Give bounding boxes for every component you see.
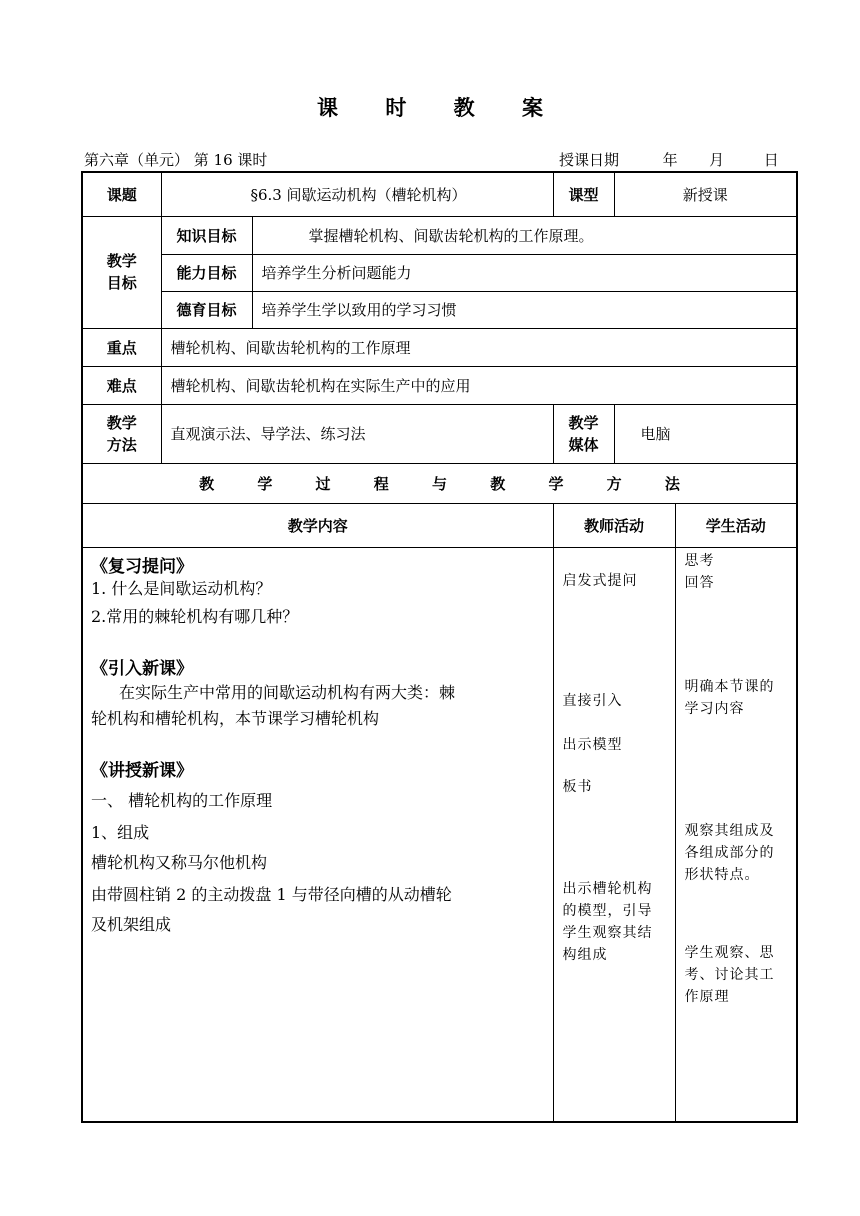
teacher-note-5b: 的模型，引导 <box>562 902 653 919</box>
topic-row <box>82 172 797 216</box>
ability-label: 能力目标 <box>161 254 252 291</box>
knowledge-row <box>82 216 797 254</box>
review-heading: 《复习提问》 <box>91 556 193 577</box>
intro-heading: 《引入新课》 <box>91 658 193 679</box>
intro-paragraph-1: 在实际生产中常用的间歇运动机构有两大类：棘 <box>119 682 456 702</box>
topic-label: 课题 <box>82 172 161 216</box>
student-note-3b: 各组成部分的 <box>684 844 775 861</box>
content-line-3: 及机架组成 <box>91 914 172 934</box>
teacher-note-4: 板书 <box>562 778 593 795</box>
col-content-header: 教学内容 <box>82 503 553 547</box>
method-row <box>82 404 797 463</box>
ability-row <box>82 254 797 291</box>
moral-value: 培养学生学以致用的学习习惯 <box>252 291 797 328</box>
difficulty-value: 槽轮机构、间歇齿轮机构在实际生产中的应用 <box>161 366 797 404</box>
date-info <box>559 149 779 170</box>
student-note-3a: 观察其组成及 <box>684 822 775 839</box>
date-label: 授课日期 <box>559 151 620 169</box>
chapter-info: 第六章（单元） 第 16 课时 <box>84 151 268 169</box>
student-activity-cell <box>675 547 797 1122</box>
moral-label: 德育目标 <box>161 291 252 328</box>
teacher-note-5a: 出示槽轮机构 <box>562 880 653 897</box>
subsection-1-title: 1、组成 <box>91 822 150 842</box>
moral-row <box>82 291 797 328</box>
objectives-label: 教学目标 <box>82 216 161 328</box>
lesson-plan-table <box>81 171 798 1123</box>
teacher-note-1: 启发式提问 <box>562 572 638 589</box>
page-title: 课 时 教 案 <box>317 95 563 120</box>
review-question-1: 1. 什么是间歇运动机构？ <box>91 578 272 598</box>
key-point-value: 槽轮机构、间歇齿轮机构的工作原理 <box>161 328 797 366</box>
method-label: 教学方法 <box>82 404 161 463</box>
student-note-1b: 回答 <box>684 574 715 591</box>
method-value: 直观演示法、导学法、练习法 <box>161 404 553 463</box>
teacher-activity-cell <box>553 547 675 1122</box>
teacher-note-3: 出示模型 <box>562 736 623 753</box>
date-day: 日 <box>763 151 779 169</box>
content-line-2: 由带圆柱销 2 的主动拨盘 1 与带径向槽的从动槽轮 <box>91 884 452 904</box>
date-year: 年 <box>662 151 678 169</box>
process-banner-row <box>82 463 797 503</box>
media-label: 教学媒体 <box>553 404 614 463</box>
student-note-4c: 作原理 <box>684 988 730 1005</box>
content-line-1: 槽轮机构又称马尔他机构 <box>91 852 268 872</box>
student-note-4a: 学生观察、思 <box>684 944 775 961</box>
key-point-row <box>82 328 797 366</box>
type-label: 课型 <box>553 172 614 216</box>
media-value: 电脑 <box>614 404 797 463</box>
teacher-note-5c: 学生观察其结 <box>562 924 653 941</box>
student-note-2b: 学习内容 <box>684 700 745 717</box>
process-body-row <box>82 547 797 1122</box>
topic-value: §6.3 间歇运动机构（槽轮机构） <box>161 172 553 216</box>
knowledge-value: 掌握槽轮机构、间歇齿轮机构的工作原理。 <box>252 216 797 254</box>
ability-value: 培养学生分析问题能力 <box>252 254 797 291</box>
col-student-header: 学生活动 <box>675 503 797 547</box>
student-note-4b: 考、讨论其工 <box>684 966 775 983</box>
student-note-1a: 思考 <box>684 552 715 569</box>
teacher-note-2: 直接引入 <box>562 692 623 709</box>
student-note-3c: 形状特点。 <box>684 866 760 883</box>
column-header-row <box>82 503 797 547</box>
type-value: 新授课 <box>614 172 797 216</box>
difficulty-row <box>82 366 797 404</box>
date-month: 月 <box>709 151 725 169</box>
difficulty-label: 难点 <box>82 366 161 404</box>
process-banner: 教 学 过 程 与 教 学 方 法 <box>82 463 797 503</box>
review-question-2: 2.常用的棘轮机构有哪几种？ <box>91 606 299 626</box>
intro-paragraph-2: 轮机构和槽轮机构，本节课学习槽轮机构 <box>91 708 380 728</box>
section-1-title: 一、 槽轮机构的工作原理 <box>91 790 273 810</box>
knowledge-label: 知识目标 <box>161 216 252 254</box>
teacher-note-5d: 构组成 <box>562 946 608 963</box>
student-note-2a: 明确本节课的 <box>684 678 775 695</box>
key-point-label: 重点 <box>82 328 161 366</box>
content-cell <box>82 547 553 1122</box>
lecture-heading: 《讲授新课》 <box>91 760 193 781</box>
col-teacher-header: 教师活动 <box>553 503 675 547</box>
